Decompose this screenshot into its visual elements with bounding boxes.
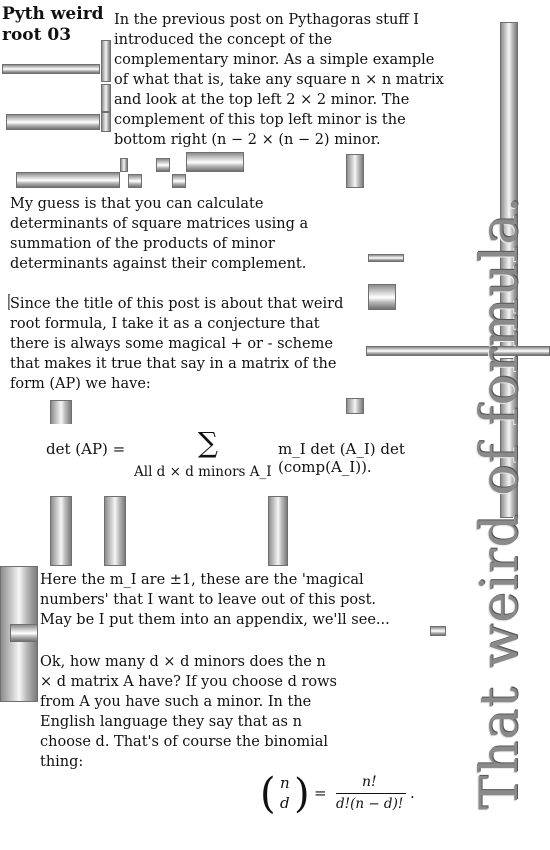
decor-bar — [186, 152, 244, 172]
decor-bar — [50, 496, 72, 566]
equation-2 — [258, 770, 428, 822]
paragraph-2 — [10, 194, 362, 276]
decor-bar — [16, 172, 120, 188]
equation-2-period: . — [410, 784, 415, 802]
decor-bar — [104, 496, 126, 566]
decor-bar — [368, 284, 396, 310]
equation-1 — [34, 424, 488, 492]
paragraph-5-text: Ok, how many d × d minors does the n × d matrix A have? If you choose d rows from A you have such a minor. In the English language they say that as n choose d. That's of course the binomial thing: — [40, 654, 337, 770]
paragraph-4-text: Here the m_I are ±1, these are the 'magical numbers' that I want to leave out of this post. May be I put them into an appendix, we'll see... — [40, 572, 390, 628]
decor-bar — [6, 114, 100, 130]
decor-bar — [172, 174, 186, 188]
paragraph-4 — [40, 570, 412, 632]
decor-bar — [10, 624, 38, 642]
decor-bar — [120, 158, 128, 172]
decor-bar — [101, 40, 111, 82]
decor-bar — [50, 400, 72, 426]
paragraph-3-text: Since the title of this post is about that weird root formula, I take it as a conjecture that there is always some magical + or - scheme that makes it true that say in a matrix of the form (AP) we have: — [10, 296, 344, 392]
decor-bar — [346, 398, 364, 414]
paragraph-2-text: My guess is that you can calculate determinants of square matrices using a summation of the products of minor determinants against their complement. — [10, 196, 309, 272]
equation-1-sum: ∑ — [198, 426, 218, 459]
fraction-bar — [336, 793, 406, 794]
decor-bar — [101, 84, 111, 112]
paragraph-5 — [40, 652, 340, 776]
vertical-title: That weird of formula. — [470, 195, 530, 810]
decor-bar — [2, 64, 100, 74]
binomial-close-paren: ) — [294, 771, 310, 817]
equation-1-under: All d × d minors A_I — [134, 464, 272, 480]
title-line-1: Pyth weird — [2, 4, 104, 24]
equation-2-numerator: n! — [362, 774, 377, 790]
decor-bar — [430, 626, 446, 636]
paragraph-1 — [114, 10, 446, 150]
binomial-open-paren: ( — [260, 769, 276, 819]
decor-bar — [101, 112, 111, 132]
binomial-bottom: d — [280, 794, 290, 812]
decor-bar — [268, 496, 288, 566]
page-title — [2, 4, 104, 46]
decor-bar — [346, 154, 364, 188]
paragraph-1-text: In the previous post on Pythagoras stuff I introduced the concept of the complementary minor. As a simple example of what that is, take any square n × n matrix and look at the top left 2 × 2 minor. The complement of this top left minor is the bottom right (n − 2 × (n − 2) minor. — [114, 12, 444, 148]
equation-1-lhs: det (AP) = — [46, 440, 126, 458]
equation-2-equals: = — [314, 784, 327, 802]
decor-bar — [128, 174, 142, 188]
decor-bar — [368, 254, 404, 262]
paragraph-3 — [10, 294, 362, 398]
equation-1-rhs: m_I det (A_I) det (comp(A_I)). — [278, 440, 405, 476]
binomial-top: n — [280, 774, 290, 792]
decor-bar — [156, 158, 170, 172]
title-line-2: root 03 — [2, 25, 72, 45]
equation-2-denominator: d!(n − d)! — [336, 796, 404, 812]
